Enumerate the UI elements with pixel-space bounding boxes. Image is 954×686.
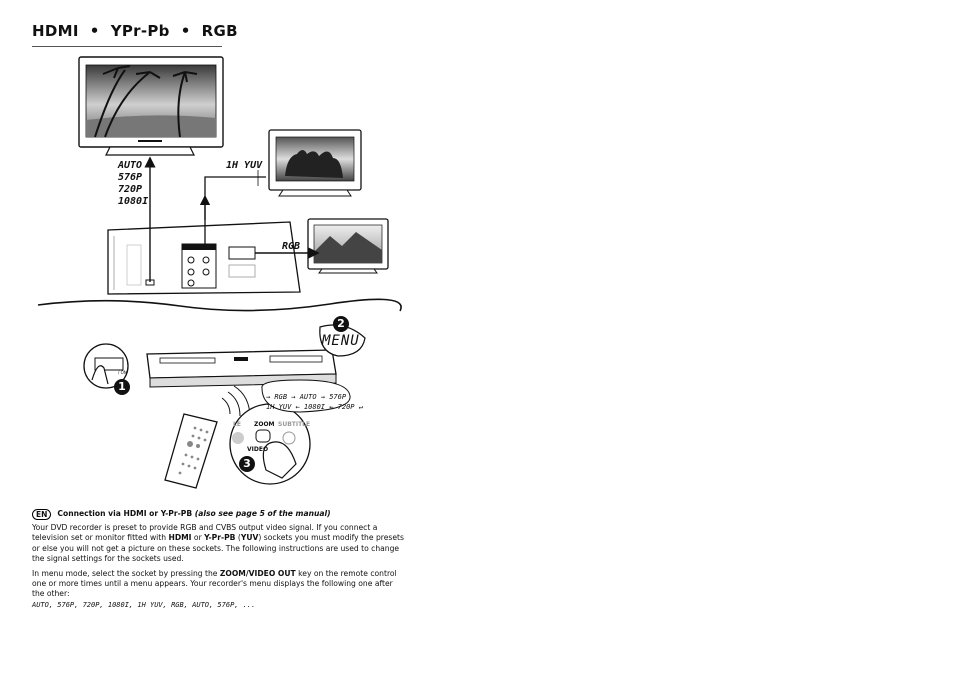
hdmi-mode-720p: 720P bbox=[118, 184, 143, 195]
sequence-line-2: 1H YUV ← 1080I ← 720P ↵ bbox=[266, 403, 363, 411]
yuv-television bbox=[269, 130, 361, 196]
heading-note: (also see page 5 of the manual) bbox=[194, 509, 331, 519]
paragraph-2: In menu mode, select the socket by pressing the ZOOM/VIDEO OUT key on the remote control one or more times until a menu appears. Your recorder's menu displays the following one after the other: AUTO, 576P, 720P, 1080I, 1H YUV, RGB, AUTO, 576P, ... bbox=[32, 568, 397, 609]
page-title: HDMI • YPr-Pb • RGB bbox=[32, 22, 238, 40]
hdmi-mode-list bbox=[118, 160, 148, 208]
remote-key-zoom: ZOOM bbox=[254, 421, 275, 428]
rgb-label: RGB bbox=[282, 241, 301, 252]
hdmi-mode-1080i: 1080I bbox=[118, 196, 149, 207]
yuv-label: 1H YUV bbox=[226, 160, 263, 171]
menu-label: MENU bbox=[322, 333, 360, 349]
language-badge: EN bbox=[32, 509, 51, 520]
callout-1-number: 1 bbox=[118, 380, 126, 393]
section-heading bbox=[32, 509, 406, 520]
rgb-television bbox=[308, 219, 388, 273]
heading-text: Connection via HDMI or Y-Pr-PB bbox=[57, 509, 193, 519]
sequence-line-1: → RGB → AUTO → 576P bbox=[266, 393, 347, 401]
hdmi-mode-576p: 576P bbox=[118, 172, 143, 183]
paragraph-1: Your DVD recorder is preset to provide RGB and CVBS output video signal. If you connect a television set or monitor fitted with HDMI or Y-Pr-PB (YUV) sockets you must modify the presets or else you will not get a picture on these sockets. The following instructions are used to change the signal settings for the sockets used. bbox=[32, 523, 404, 564]
remote-key-video: VIDEO bbox=[247, 446, 269, 453]
callout-2-number: 2 bbox=[337, 317, 345, 330]
instructions-text bbox=[32, 509, 406, 614]
hdmi-television bbox=[79, 57, 223, 155]
mode-sequence: AUTO, 576P, 720P, 1080I, 1H YUV, RGB, AUTO, 576P, ... bbox=[32, 600, 256, 609]
callout-3-number: 3 bbox=[243, 457, 251, 470]
remote-key-subtitle: SUBTITLE bbox=[278, 421, 311, 428]
hdmi-mode-auto: AUTO bbox=[118, 160, 143, 171]
recorder-back-panel bbox=[108, 222, 314, 294]
remote-key-le: LE bbox=[233, 421, 241, 428]
standby-label: / ON bbox=[118, 370, 127, 375]
